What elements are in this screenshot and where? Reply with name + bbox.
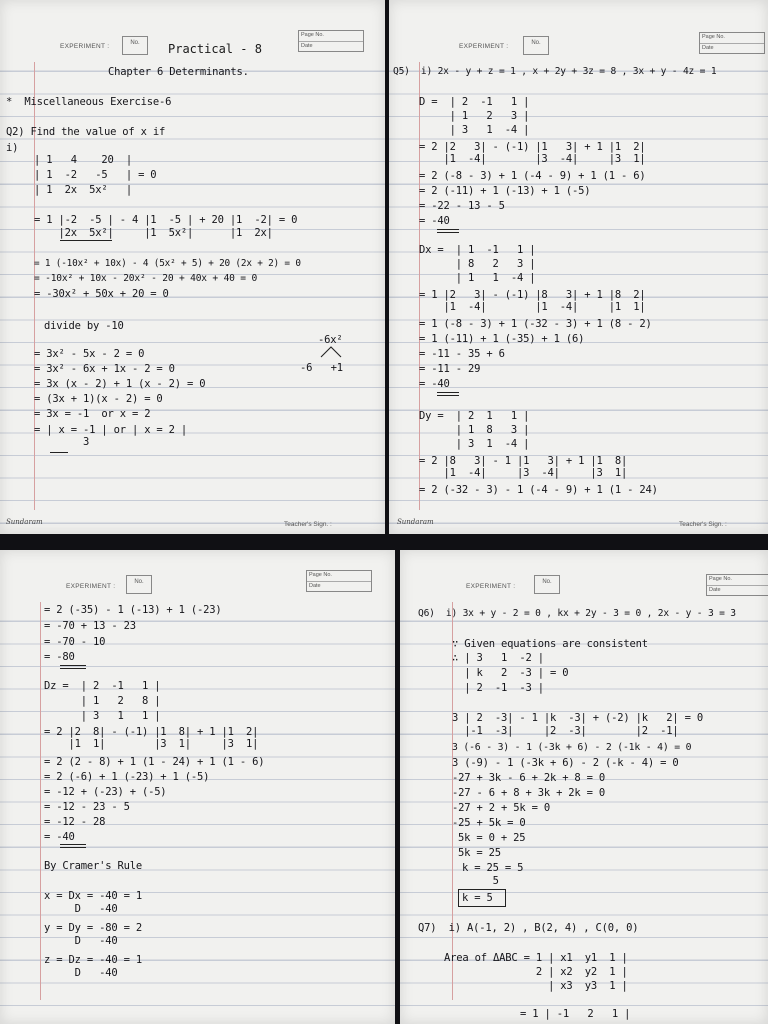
- experiment-label: EXPERIMENT :: [466, 583, 516, 590]
- matrix-row: | 1 2 8 |: [44, 695, 161, 707]
- matrix-row: | 3 1 -4 |: [419, 438, 530, 450]
- brand-logo: Sundaram: [6, 518, 43, 526]
- experiment-label: EXPERIMENT :: [459, 43, 509, 50]
- text-line: = 1 (-10x² + 10x) - 4 (5x² + 5) + 20 (2x + 2) = 0: [34, 258, 301, 269]
- text-line: = 1 |-2 -5 | - 4 |1 -5 | + 20 |1 -2| = 0: [34, 214, 298, 226]
- matrix-row: | 1 8 3 |: [419, 424, 530, 436]
- notebook-page-3: [0, 550, 395, 1024]
- date-label: Date: [709, 587, 721, 593]
- matrix-row: Dz = | 2 -1 1 |: [44, 680, 161, 692]
- text-line: = -70 + 13 - 23: [44, 620, 136, 632]
- text-line: -27 + 3k - 6 + 2k + 8 = 0: [452, 772, 606, 784]
- text-line: = 1 |2 3| - (-1) |8 3| + 1 |8 2|: [419, 289, 646, 301]
- result-line: = -40: [419, 215, 450, 227]
- matrix-row: | 2 -1 -3 |: [452, 682, 544, 694]
- no-box: No.: [523, 36, 549, 55]
- page-header: [400, 550, 768, 612]
- matrix-row: | 3 1 -4 |: [419, 124, 530, 136]
- text-line: 3: [34, 436, 90, 448]
- text-line: = 1 | -1 2 1 |: [520, 1008, 631, 1020]
- heading: Chapter 6 Determinants.: [108, 66, 249, 78]
- text-line: = 3x² - 6x + 1x - 2 = 0: [34, 363, 175, 375]
- text-line: 5: [462, 875, 499, 887]
- text-line: 5k = 25: [458, 847, 501, 859]
- text-line: y = Dy = -80 = 2: [44, 922, 142, 934]
- text-line: divide by -10: [44, 320, 124, 332]
- brand-logo: Sundaram: [397, 518, 434, 526]
- margin-line: [40, 602, 41, 1000]
- matrix-row: ∴ | 3 1 -2 |: [452, 652, 544, 664]
- page-no-date-box: [699, 32, 765, 54]
- matrix-row: | 1 2x 5x² |: [34, 184, 132, 196]
- text-line: 2 | x2 y2 1 |: [444, 966, 628, 978]
- double-underline: [60, 847, 86, 848]
- matrix-row: | 1 2 3 |: [419, 110, 530, 122]
- text-line: = 3x (x - 2) + 1 (x - 2) = 0: [34, 378, 206, 390]
- text-line: = 2 (-32 - 3) - 1 (-4 - 9) + 1 (1 - 24): [419, 484, 658, 496]
- double-underline: [437, 392, 459, 393]
- text-line: ∵ Given equations are consistent: [452, 638, 648, 650]
- text-line: |1 -4| |3 -4| |3 1|: [419, 153, 646, 165]
- page-no-label: Page No.: [307, 571, 371, 582]
- factor-note: -6 +1: [300, 362, 343, 374]
- result-line: = -40: [44, 831, 75, 843]
- text-line: x = Dx = -40 = 1: [44, 890, 142, 902]
- teacher-sign: Teacher's Sign. :: [679, 521, 727, 528]
- matrix-row: | k 2 -3 | = 0: [452, 667, 569, 679]
- text-line: * Miscellaneous Exercise-6: [6, 96, 172, 108]
- matrix-row: | 3 1 1 |: [44, 710, 161, 722]
- text-line: -27 - 6 + 8 + 3k + 2k = 0: [452, 787, 606, 799]
- text-line: = 2 |8 3| - 1 |1 3| + 1 |1 8|: [419, 455, 628, 467]
- matrix-row: Dy = | 2 1 1 |: [419, 410, 530, 422]
- no-box: No.: [122, 36, 148, 55]
- double-underline: [437, 229, 459, 230]
- text-line: = -12 - 23 - 5: [44, 801, 130, 813]
- notebook-page-1: [0, 0, 385, 534]
- page-header: [0, 0, 385, 62]
- answer-box: [458, 889, 506, 907]
- text-line: = 2 (2 - 8) + 1 (1 - 24) + 1 (1 - 6): [44, 756, 265, 768]
- text-line: = 2 (-6) + 1 (-23) + 1 (-5): [44, 771, 210, 783]
- text-line: -27 + 2 + 5k = 0: [452, 802, 550, 814]
- text-line: 3 (-6 - 3) - 1 (-3k + 6) - 2 (-1k - 4) = 0: [452, 742, 692, 753]
- page-title: Practical - 8: [168, 42, 262, 56]
- page-header: [0, 550, 395, 612]
- text-line: 3 | 2 -3| - 1 |k -3| + (-2) |k 2| = 0: [452, 712, 703, 724]
- page-no-label: Page No.: [707, 575, 768, 586]
- page-no-label: Page No.: [299, 31, 363, 42]
- result-line: = -80: [44, 651, 75, 663]
- text-line: = -12 + (-23) + (-5): [44, 786, 167, 798]
- text-line: = 2 |2 8| - (-1) |1 8| + 1 |1 2|: [44, 726, 259, 738]
- text-line: = 2 |2 3| - (-1) |1 3| + 1 |1 2|: [419, 141, 646, 153]
- text-line: = (3x + 1)(x - 2) = 0: [34, 393, 163, 405]
- matrix-row: Dx = | 1 -1 1 |: [419, 244, 536, 256]
- text-line: = 2 (-8 - 3) + 1 (-4 - 9) + 1 (1 - 6): [419, 170, 646, 182]
- result-line: = -40: [419, 378, 450, 390]
- text-line: Area of ΔABC = 1 | x1 y1 1 |: [444, 952, 628, 964]
- page-no-date-box: [298, 30, 364, 52]
- factor-diagram: [318, 344, 344, 358]
- text-line: Q2) Find the value of x if: [6, 126, 166, 138]
- no-box: No.: [534, 575, 560, 594]
- section-heading: By Cramer's Rule: [44, 860, 142, 872]
- text-line: k = 25 = 5: [462, 862, 524, 874]
- matrix-row: | 1 -2 -5 | = 0: [34, 169, 157, 181]
- matrix-row: | 8 2 3 |: [419, 258, 536, 270]
- double-underline: [60, 665, 86, 666]
- text-line: = 2 (-35) - 1 (-13) + 1 (-23): [44, 604, 222, 616]
- text-line: |1 1| |3 1| |3 1|: [44, 738, 259, 750]
- date-label: Date: [702, 45, 714, 51]
- text-line: = -30x² + 50x + 20 = 0: [34, 288, 169, 300]
- text-line: |2x 5x²| |1 5x²| |1 2x|: [34, 227, 273, 239]
- teacher-sign: Teacher's Sign. :: [284, 521, 332, 528]
- text-line: = 3x² - 5x - 2 = 0: [34, 348, 145, 360]
- text-line: | x3 y3 1 |: [444, 980, 628, 992]
- answer-line: k = 5: [462, 892, 493, 904]
- text-line: = 1 (-8 - 3) + 1 (-32 - 3) + 1 (8 - 2): [419, 318, 652, 330]
- double-underline: [437, 232, 459, 233]
- text-line: -25 + 5k = 0: [452, 817, 526, 829]
- experiment-label: EXPERIMENT :: [66, 583, 116, 590]
- double-underline: [60, 844, 86, 845]
- question-line: Q7) i) A(-1, 2) , B(2, 4) , C(0, 0): [418, 922, 639, 934]
- no-box: No.: [126, 575, 152, 594]
- text-line: z = Dz = -40 = 1: [44, 954, 142, 966]
- page-no-date-box: [706, 574, 768, 596]
- date-label: Date: [301, 43, 313, 49]
- date-label: Date: [309, 583, 321, 589]
- underline: [60, 240, 112, 241]
- text-line: = -12 - 28: [44, 816, 106, 828]
- text-line: D -40: [44, 935, 118, 947]
- page-no-label: Page No.: [700, 33, 764, 44]
- matrix-row: | 1 1 -4 |: [419, 272, 536, 284]
- text-line: = 1 (-11) + 1 (-35) + 1 (6): [419, 333, 585, 345]
- text-line: = -70 - 10: [44, 636, 106, 648]
- text-line: i): [6, 142, 19, 154]
- fraction-bar: [50, 452, 68, 453]
- page-no-date-box: [306, 570, 372, 592]
- matrix-row: | 1 4 20 |: [34, 154, 132, 166]
- matrix-row: D = | 2 -1 1 |: [419, 96, 530, 108]
- text-line: = -11 - 35 + 6: [419, 348, 505, 360]
- text-line: = -22 - 13 - 5: [419, 200, 505, 212]
- question-line: Q6) i) 3x + y - 2 = 0 , kx + 2y - 3 = 0 , 2x - y - 3 = 3: [418, 608, 736, 619]
- notebook-page-4: [400, 550, 768, 1024]
- text-line: |-1 -3| |2 -3| |2 -1|: [452, 725, 679, 737]
- experiment-label: EXPERIMENT :: [60, 43, 110, 50]
- text-line: = 3x = -1 or x = 2: [34, 408, 151, 420]
- text-line: |1 -4| |3 -4| |3 1|: [419, 467, 628, 479]
- page-header: [389, 0, 768, 62]
- text-line: = -10x² + 10x - 20x² - 20 + 40x + 40 = 0: [34, 273, 258, 284]
- text-line: = 2 (-11) + 1 (-13) + 1 (-5): [419, 185, 591, 197]
- text-line: 3 (-9) - 1 (-3k + 6) - 2 (-k - 4) = 0: [452, 757, 679, 769]
- text-line: D -40: [44, 967, 118, 979]
- text-line: D -40: [44, 903, 118, 915]
- notebook-page-2: [389, 0, 768, 534]
- answer-line: = | x = -1 | or | x = 2 |: [34, 424, 188, 436]
- text-line: |1 -4| |1 -4| |1 1|: [419, 301, 646, 313]
- text-line: = -11 - 29: [419, 363, 481, 375]
- double-underline: [437, 395, 459, 396]
- factor-note: -6x²: [318, 334, 343, 346]
- text-line: 5k = 0 + 25: [458, 832, 526, 844]
- double-underline: [60, 668, 86, 669]
- question-line: Q5) i) 2x - y + z = 1 , x + 2y + 3z = 8 , 3x + y - 4z = 1: [393, 66, 717, 77]
